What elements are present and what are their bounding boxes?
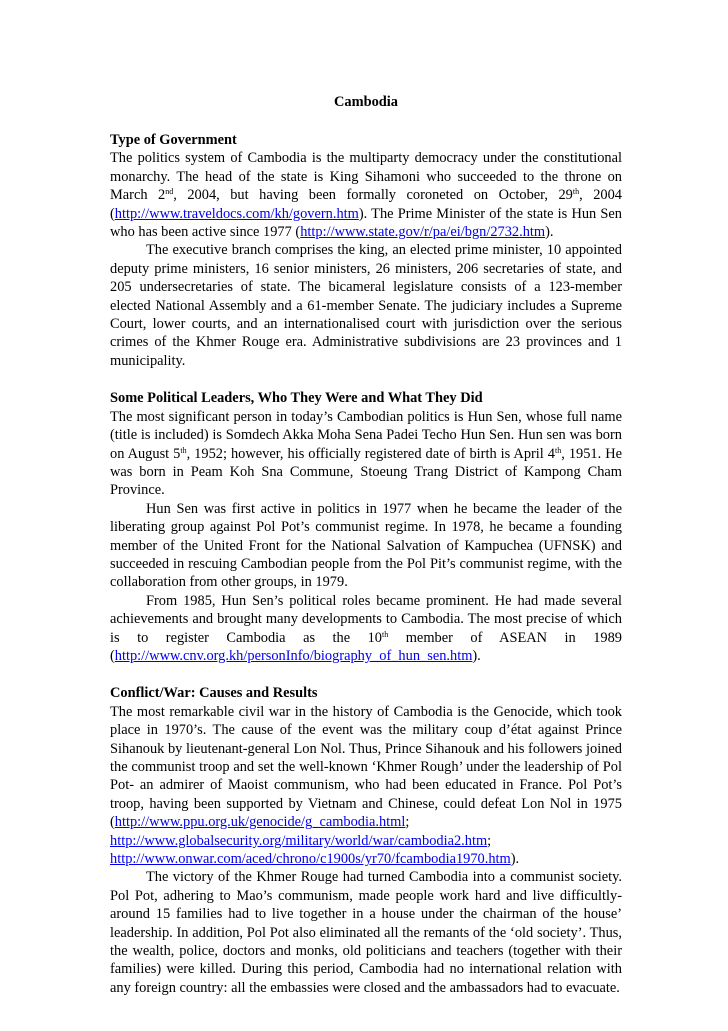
ordinal-superscript: th	[572, 187, 580, 197]
text-run: ). The Prime Minister of the state is Hun Sen who has been active since 1977 (	[110, 205, 622, 241]
paragraph	[110, 149, 622, 241]
text-run: ;	[487, 832, 492, 849]
reference-link[interactable]: http://www.state.gov/r/pa/ei/bgn/2732.htm	[300, 224, 546, 241]
section-heading: Some Political Leaders, Who They Were and What They Did	[110, 390, 483, 407]
paragraph	[110, 241, 622, 370]
section-heading: Type of Government	[110, 132, 237, 148]
text-run: ).	[510, 851, 520, 868]
text-run: Hun Sen was first active in politics in 1977 when he became the leader of the liberating group against Pol Pot’s communist regime. In 1978, he became a founding member of the United Front for the National Salvation of Kampuchea (UFNSK) and succeeded in rescuing Cambodian people from the Pol Pit’s communist regime, with the collaboration from other groups, in 1979.	[110, 500, 622, 591]
document-page	[110, 80, 622, 997]
text-run: member of ASEAN in 1989 (	[110, 629, 623, 664]
paragraph	[110, 868, 622, 997]
text-run: The victory of the Khmer Rouge had turned Cambodia into a communist society. Pol Pot, adhering to Mao’s communism, made people work hard and live difficultly- around 15 families had to live together in a house under the chairman of the house’ leadership. In addition, Pol Pot also eliminated all the remants of the ‘old society’. Thus, the wealth, police, doctors and monks, old politicians and teachers (together with their families) were killed. During this period, Cambodia had no international relation with any foreign country: all the embassies were closed and the ambassadors had to evacuate.	[110, 869, 622, 996]
reference-link[interactable]: http://www.ppu.org.uk/genocide/g_cambodia.html	[114, 814, 406, 831]
document-title: Cambodia	[334, 94, 398, 110]
paragraph	[110, 408, 622, 500]
paragraph	[110, 592, 622, 666]
paragraph	[110, 500, 622, 592]
text-run: , 2004, but having been formally coroneted on October, 29	[173, 187, 573, 204]
reference-link[interactable]: http://www.traveldocs.com/kh/govern.htm	[114, 205, 359, 222]
section-3	[110, 684, 622, 997]
text-run: The executive branch comprises the king, an elected prime minister, 10 appointed deputy prime ministers, 16 senior ministers, 26 ministers, 206 secretaries of state, and 205 undersecretaries of state. The bicameral legislature consists of a 123-member elected National Assembly and a 61-member Senate. The judiciary includes a Supreme Court, lower courts, and an internationalised court with jurisdiction over the serious crimes of the Khmer Rouge era. Administrative subdivisions are 23 provinces and 1 municipality.	[110, 242, 622, 369]
ordinal-superscript: th	[180, 445, 187, 455]
reference-link[interactable]: http://www.globalsecurity.org/military/world/war/cambodia2.htm	[110, 832, 488, 849]
text-run: The most significant person in today’s Cambodian politics is Hun Sen, whose full name (title is included) is Somdech Akka Moha Sena Padei Techo Hun Sen. Hun sen was born on August 5	[110, 408, 622, 462]
reference-link[interactable]: http://www.cnv.org.kh/personInfo/biography_of_hun_sen.htm	[114, 647, 473, 664]
ordinal-superscript: th	[555, 445, 562, 455]
text-run: , 2004 (	[110, 187, 623, 222]
section-heading: Conflict/War: Causes and Results	[110, 685, 318, 702]
text-run: The most remarkable civil war in the history of Cambodia is the Genocide, which took place in 1970’s. The cause of the event was the military coup d’état against Prince Sihanouk by lieutenant-general Lon Nol. Thus, Prince Sihanouk and his followers joined the communist troop and set the well-known ‘Khmer Rough’ under the leadership of Pol Pot- an admirer of Maoist communism, who had been educated in France. Pol Pot’s troop, having been supported by Vietnam and Chinese, could defeat Lon Nol in 1975 (	[110, 703, 622, 831]
text-run: ;	[405, 814, 410, 831]
paragraph	[110, 703, 622, 869]
text-run: , 1952; however, his officially registered date of birth is April 4	[186, 445, 555, 462]
ordinal-superscript: nd	[165, 187, 174, 197]
text-run: The politics system of Cambodia is the multiparty democracy under the constitutional monarchy. The head of the state is King Sihamoni who succeeded to the throne on March 2	[110, 150, 622, 204]
reference-link[interactable]: http://www.onwar.com/aced/chrono/c1900s/yr70/fcambodia1970.htm	[110, 851, 511, 868]
text-run: ).	[472, 647, 481, 664]
document-body	[110, 131, 622, 997]
section-1	[110, 131, 622, 370]
text-run: ).	[545, 224, 554, 241]
section-2	[110, 389, 622, 665]
text-run: From 1985, Hun Sen’s political roles became prominent. He had made several achievements and brought many developments to Cambodia. The most precise of which is to register Cambodia as the 10	[110, 592, 622, 646]
ordinal-superscript: th	[382, 629, 389, 639]
text-run: , 1951. He was born in Peam Koh Sna Commune, Stoeung Trang District of Kampong Cham Province.	[110, 445, 622, 499]
